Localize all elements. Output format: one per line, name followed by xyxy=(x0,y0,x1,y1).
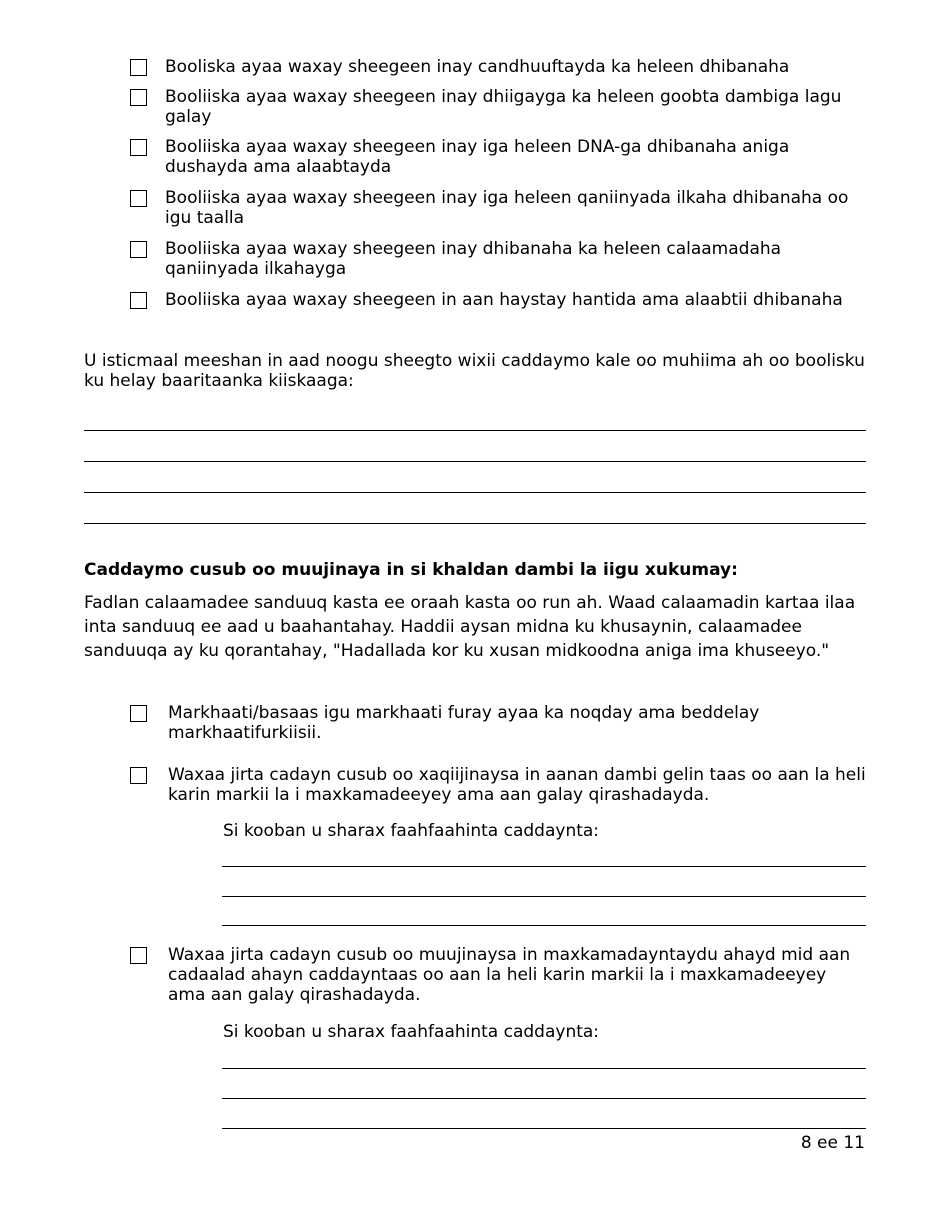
checkbox[interactable] xyxy=(130,947,147,964)
answer-line[interactable] xyxy=(222,896,866,897)
answer-line[interactable] xyxy=(84,523,866,524)
checkbox[interactable] xyxy=(130,292,147,309)
evidence-item-label: Markhaati/basaas igu markhaati furay ayaa ka noqday ama beddelay markhaatifurkiisii. xyxy=(168,703,760,743)
checkbox[interactable] xyxy=(130,767,147,784)
checklist-item-label: Booliiska ayaa waxay sheegeen inay iga heleen DNA-ga dhibanaha aniga dushayda ama alaabtayda xyxy=(165,137,790,177)
checklist-item-label: Booliiska ayaa waxay sheegeen inay iga heleen qaniinyada ilkaha dhibanaha oo igu taalla xyxy=(165,188,849,228)
checklist-item-label: Booliiska ayaa waxay sheegeen inay dhibanaha ka heleen calaamadaha qaniinyada ilkahayga xyxy=(165,239,782,279)
checkbox[interactable] xyxy=(130,59,147,76)
answer-line[interactable] xyxy=(84,430,866,431)
answer-line[interactable] xyxy=(222,1068,866,1069)
answer-line[interactable] xyxy=(222,925,866,926)
checklist-item-label: Booliiska ayaa waxay sheegeen in aan haystay hantida ama alaabtii dhibanaha xyxy=(165,290,843,310)
other-evidence-prompt: U isticmaal meeshan in aad noogu sheegto wixii caddaymo kale oo muhiima ah oo boolisku ku helay baaritaanka kiiskaaga: xyxy=(84,351,865,391)
answer-line[interactable] xyxy=(222,866,866,867)
checklist-item-label: Booliska ayaa waxay sheegeen inay candhuuftayda ka heleen dhibanaha xyxy=(165,57,790,77)
answer-line[interactable] xyxy=(84,492,866,493)
checkbox[interactable] xyxy=(130,705,147,722)
describe-evidence-label: Si kooban u sharax faahfaahinta caddaynta: xyxy=(223,821,600,841)
checkbox[interactable] xyxy=(130,190,147,207)
checkbox[interactable] xyxy=(130,241,147,258)
checkbox[interactable] xyxy=(130,139,147,156)
answer-line[interactable] xyxy=(84,461,866,462)
evidence-item-label: Waxaa jirta cadayn cusub oo muujinaysa in maxkamadayntaydu ahayd mid aan cadaalad ahayn caddayntaas oo aan la heli karin markii la i maxkamadeeyey ama aan galay qirashadayda. xyxy=(168,945,851,1005)
evidence-item-label: Waxaa jirta cadayn cusub oo xaqiijinaysa in aanan dambi gelin taas oo aan la heli karin markii la i maxkamadeeyey ama aan galay qirashadayda. xyxy=(168,765,866,805)
checkbox[interactable] xyxy=(130,89,147,106)
section-heading: Caddaymo cusub oo muujinaya in si khaldan dambi la iigu xukumay: xyxy=(84,560,738,580)
page-number: 8 ee 11 xyxy=(800,1133,865,1153)
checklist-item-label: Booliiska ayaa waxay sheegeen inay dhiigayga ka heleen goobta dambiga lagu galay xyxy=(165,87,842,127)
section-instructions: Fadlan calaamadee sanduuq kasta ee oraah kasta oo run ah. Waad calaamadin kartaa ilaa inta sanduuq ee aad u baahantahay. Haddii aysan midna ku khusaynin, calaamadee sanduuqa ay ku qorantahay, "Hadallada kor ku xusan midkoodna aniga ima khuseeyo." xyxy=(84,593,856,661)
answer-line[interactable] xyxy=(222,1128,866,1129)
describe-evidence-label: Si kooban u sharax faahfaahinta caddaynta: xyxy=(223,1022,600,1042)
answer-line[interactable] xyxy=(222,1098,866,1099)
